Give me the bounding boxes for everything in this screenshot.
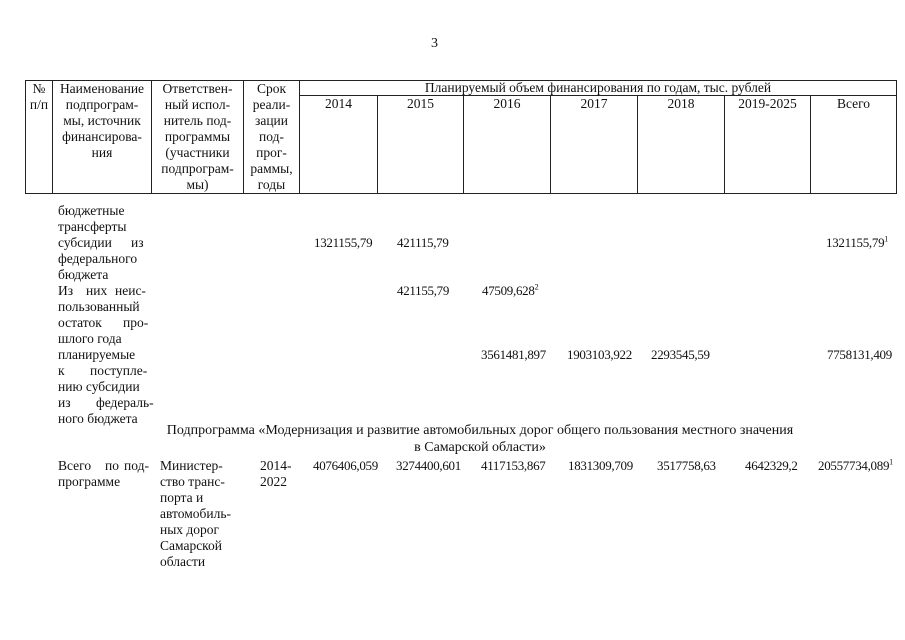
row1-label-line2: трансферты [58,219,127,234]
row3-label-line4a: из [58,395,71,410]
total-value-2016: 4117153,867 [481,458,546,473]
row1-label-line3b: из [131,235,144,250]
row2-label-line4: шлого года [58,331,122,346]
row2-value-2016: 47509,628$^2$ [482,282,539,298]
row3-label-line1: планируемые [58,347,136,362]
total-resp-line2: ство транс- [160,474,225,489]
row1-label-line4: федерального [58,251,138,266]
total-label-line1b: по [105,458,119,473]
total-value-2015: 3274400,601 [396,458,461,473]
row1-value-2015: 421115,79 [397,235,449,250]
row3-label-line4b: федераль- [96,395,154,410]
row3-value-2018: 2293545,59 [651,347,710,362]
row2-label-line1b: них [86,283,108,298]
header-name: Наименование подпрограм- мы, источник финансирова- ния [53,81,152,194]
row2-value-2015: 421155,79 [397,283,450,298]
total-term-line1: 2014- [260,458,292,473]
row3-value-total: 7758131,409 [827,347,892,362]
total-resp-line5: ных дорог [160,522,220,537]
row3-label-line5: ного бюджета [58,411,138,426]
total-resp-line7: области [160,554,206,569]
row3-value-2017: 1903103,922 [567,347,632,362]
row1-label-line1: бюджетные [58,203,125,218]
page-number: 3 [431,36,438,51]
total-term-line2: 2022 [260,474,287,489]
total-value-2017: 1831309,709 [568,458,633,473]
total-value-2019-2025: 4642329,2 [745,458,798,473]
row1-label-line3a: субсидии [58,235,112,250]
row2-label-line2: пользованный [58,299,140,314]
total-label-line1c: под- [124,458,149,473]
total-label-line1a: Всего [58,458,92,473]
row1-value-2014: 1321155,79 [314,235,373,250]
row2-label-line1a: Из [58,283,74,298]
header-num: № п/п [26,81,53,194]
total-resp-line3: порта и [160,490,204,505]
total-value-2014: 4076406,059 [313,458,378,473]
total-label-line2: программе [58,474,121,489]
header-year-2015: 2015 [378,96,464,194]
header-year-2018: 2018 [638,96,725,194]
header-year-2014: 2014 [300,96,378,194]
header-year-2016: 2016 [464,96,551,194]
total-resp-line1: Министер- [160,458,223,473]
total-value-2018: 3517758,63 [657,458,716,473]
header-year-2019-2025: 2019-2025 [725,96,811,194]
header-responsible: Ответствен- ный испол- нитель под- программы (участники подпрограм- мы) [152,81,244,194]
row1-label-line5: бюджета [58,267,109,282]
table-header [25,80,897,194]
header-term: Срок реали- зации под- прог- раммы, годы [244,81,300,194]
header-total: Всего [811,96,897,194]
header-year-2017: 2017 [551,96,638,194]
row2-label-line3a: остаток [58,315,102,330]
row1-value-total: 1321155,79$^1$ [826,234,888,250]
row3-label-line2b: поступле- [90,363,148,378]
total-resp-line6: Самарской [160,538,223,553]
row3-label-line3: нию субсидии [58,379,140,394]
subprogram-title-line2: в Самарской области» [414,440,546,455]
row3-label-line2a: к [58,363,65,378]
header-planned: Планируемый объем финансирования по годам, тыс. рублей [300,81,897,96]
row2-label-line3b: про- [123,315,149,330]
subprogram-title-line1: Подпрограмма «Модернизация и развитие автомобильных дорог общего пользования местного значения [166,423,794,438]
row2-label-line1c: неис- [115,283,146,298]
total-resp-line4: автомобиль- [160,506,232,521]
total-value-total: 20557734,089$^1$ [818,457,893,473]
row3-value-2016: 3561481,897 [481,347,546,362]
